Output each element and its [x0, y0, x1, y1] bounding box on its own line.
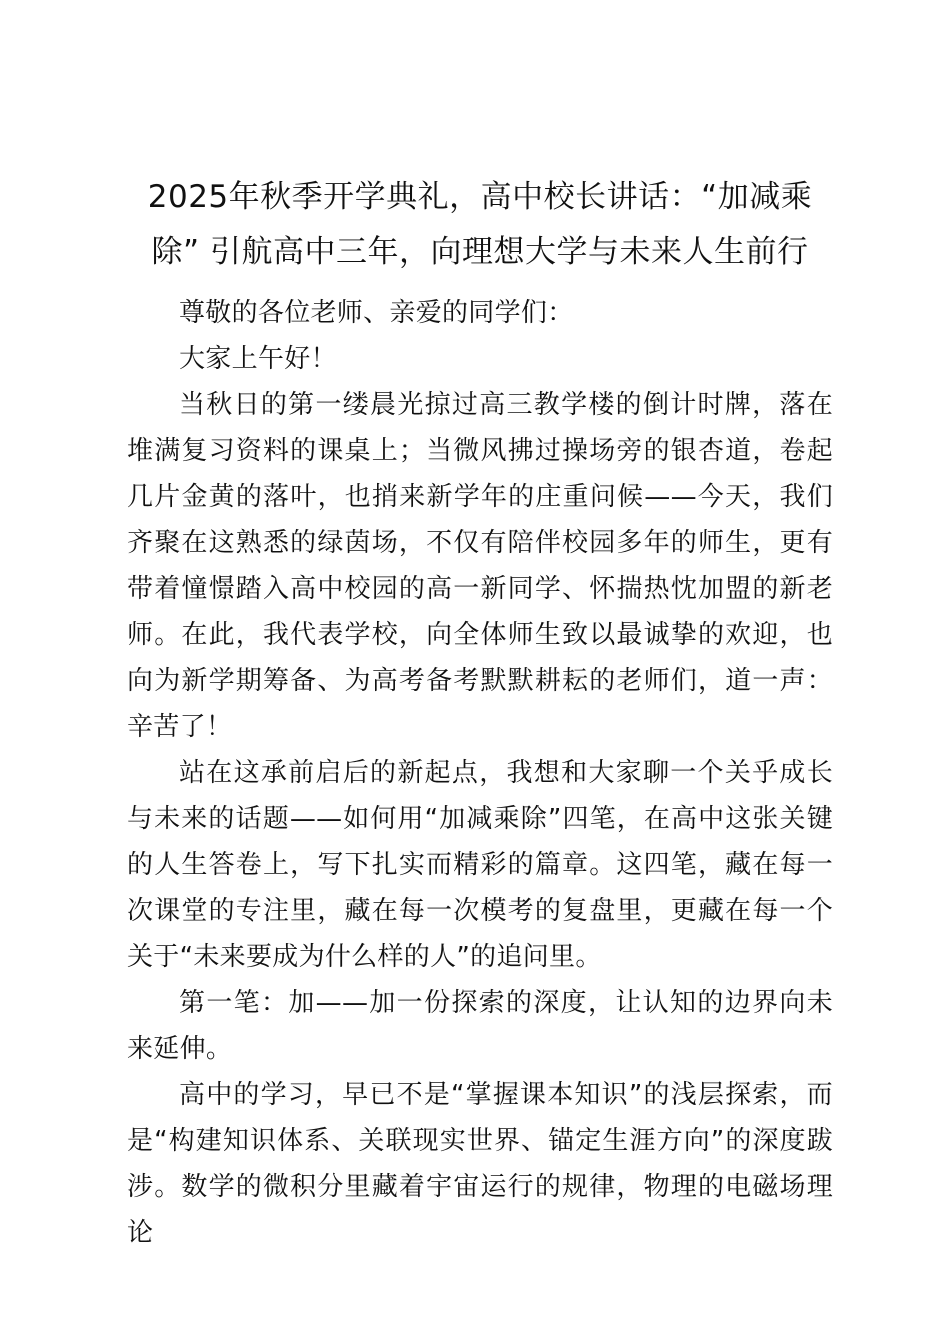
document-title: 2025年秋季开学典礼，高中校长讲话：“加减乘除” 引航高中三年，向理想大学与未来人生前行	[147, 179, 813, 270]
paragraph-welcome: 当秋日的第一缕晨光掠过高三教学楼的倒计时牌，落在堆满复习资料的课桌上；当微风拂过操场旁的银杏道，卷起几片金黄的落叶，也捎来新学年的庄重问候——今天，我们齐聚在这熟悉的绿茵场，不仅有陪伴校园多年的师生，更有带着憧憬踏入高中校园的高一新同学、怀揣热忱加盟的新老师。在此，我代表学校，向全体师生致以最诚挚的欢迎，也向为新学期筹备、为高考备考默默耕耘的老师们，道一声：辛苦了！	[127, 390, 833, 742]
salutation: 尊敬的各位老师、亲爱的同学们：	[179, 298, 574, 328]
paragraph-topic-intro: 站在这承前启后的新起点，我想和大家聊一个关乎成长与未来的话题——如何用“加减乘除”四笔，在高中这张关键的人生答卷上，写下扎实而精彩的篇章。这四笔，藏在每一次课堂的专注里，藏在每一次模考的复盘里，更藏在每一个关于“未来要成为什么样的人”的追问里。	[127, 758, 833, 972]
section-heading-add: 第一笔：加——加一份探索的深度，让认知的边界向未来延伸。	[127, 988, 833, 1064]
document-body	[127, 170, 833, 1256]
greeting: 大家上午好！	[179, 344, 337, 374]
paragraph-add-body: 高中的学习，早已不是“掌握课本知识”的浅层探索，而是“构建知识体系、关联现实世界、锚定生涯方向”的深度跋涉。数学的微积分里藏着宇宙运行的规律，物理的电磁场理论	[127, 1080, 833, 1248]
